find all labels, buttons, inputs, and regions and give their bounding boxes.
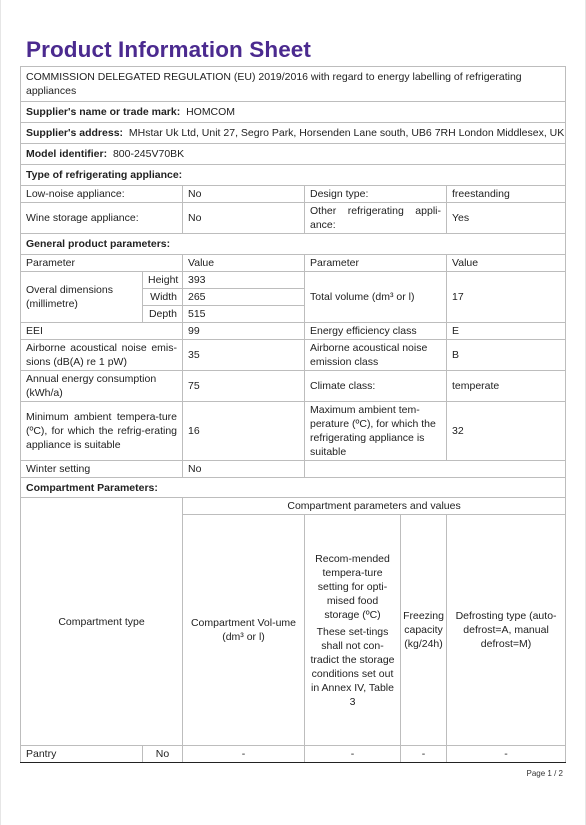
height-row (21, 272, 566, 289)
defrosting-type-header: Defrosting type (auto-defrost=A, manual defrost=M) (447, 515, 566, 746)
low-noise-label: Low-noise appliance: (21, 186, 183, 203)
depth-label: Depth (143, 306, 183, 323)
min-ambient-value: 16 (183, 402, 305, 461)
energy-class-label: Energy efficiency class (305, 323, 447, 340)
energy-class-value: E (447, 323, 566, 340)
design-type-value: freestanding (447, 186, 566, 203)
low-noise-value: No (183, 186, 305, 203)
design-type-label: Design type: (305, 186, 447, 203)
wine-storage-row (21, 203, 566, 234)
winter-empty-cell (305, 461, 566, 478)
pantry-volume: - (183, 746, 305, 763)
pantry-temp: - (305, 746, 401, 763)
supplier-name-label: Supplier's name or trade mark: (26, 106, 181, 118)
supplier-address-row (21, 123, 566, 144)
type-section-heading: Type of refrigerating appliance: (21, 165, 566, 186)
dimensions-label: Overal dimensions (millimetre) (21, 272, 143, 323)
height-value: 393 (183, 272, 305, 289)
pantry-freezing: - (401, 746, 447, 763)
wine-storage-label: Wine storage appliance: (21, 203, 183, 234)
supplier-address-label: Supplier's address: (26, 127, 124, 139)
freezing-capacity-header: Freezing capacity (kg/24h) (401, 515, 447, 746)
supplier-address-value: MHstar Uk Ltd, Unit 27, Segro Park, Horsenden Lane south, UB6 7RH London Middlesex, UK (128, 127, 565, 139)
model-value: 800-245V70BK (112, 148, 185, 160)
total-volume-label: Total volume (dm³ or l) (305, 272, 447, 323)
winter-setting-value: No (183, 461, 305, 478)
regulation-row (21, 67, 566, 102)
value-header: Value (183, 255, 305, 272)
low-noise-row (21, 186, 566, 203)
pantry-defrost: - (447, 746, 566, 763)
product-info-table (20, 66, 566, 763)
general-header-row (21, 255, 566, 272)
depth-value: 515 (183, 306, 305, 323)
noise-emissions-label: Airborne acoustical noise emis-sions (dB(A) re 1 pW) (21, 340, 183, 371)
compartment-section-heading: Compartment Parameters: (21, 478, 566, 498)
page-number: Page 1 / 2 (526, 769, 563, 778)
type-section-row (21, 165, 566, 186)
wine-storage-value: No (183, 203, 305, 234)
regulation-text: COMMISSION DELEGATED REGULATION (EU) 2019/2016 with regard to energy labelling of refrigerating appliances (21, 67, 566, 102)
general-section-row (21, 234, 566, 255)
param-header-2: Parameter (305, 255, 447, 272)
noise-class-label: Airborne acoustical noise emission class (305, 340, 447, 371)
noise-class-value: B (447, 340, 566, 371)
eei-row (21, 323, 566, 340)
model-row (21, 144, 566, 165)
noise-emissions-value: 35 (183, 340, 305, 371)
noise-row (21, 340, 566, 371)
eei-value: 99 (183, 323, 305, 340)
general-section-heading: General product parameters: (21, 234, 566, 255)
model-label: Model identifier: (26, 148, 108, 160)
total-volume-value: 17 (447, 272, 566, 323)
compartment-group-header: Compartment parameters and values (183, 498, 566, 515)
compartment-group-row (21, 498, 566, 515)
climate-class-value: temperate (447, 371, 566, 402)
max-ambient-label: Maximum ambient tem-perature (ºC), for which the refrigerating appliance is suitable (305, 402, 447, 461)
pantry-label: Pantry (21, 746, 143, 763)
climate-class-label: Climate class: (305, 371, 447, 402)
ambient-temp-row (21, 402, 566, 461)
height-label: Height (143, 272, 183, 289)
annual-energy-label: Annual energy consumption (kWh/a) (21, 371, 183, 402)
winter-row (21, 461, 566, 478)
param-header: Parameter (21, 255, 183, 272)
energy-row (21, 371, 566, 402)
supplier-name-value: HOMCOM (186, 106, 236, 118)
value-header-2: Value (447, 255, 566, 272)
supplier-name-row (21, 102, 566, 123)
temp-note-text: These set-tings shall not con-tradict the storage conditions set out in Annex IV, Table 3 (310, 625, 395, 708)
width-label: Width (143, 289, 183, 306)
recommended-temp-header (305, 515, 401, 746)
annual-energy-value: 75 (183, 371, 305, 402)
min-ambient-label: Minimum ambient tempera-ture (ºC), for which the refrig-erating appliance is suitable (21, 402, 183, 461)
compartment-section-row (21, 478, 566, 498)
pantry-present: No (143, 746, 183, 763)
eei-label: EEI (21, 323, 183, 340)
other-refrigerating-value: Yes (447, 203, 566, 234)
max-ambient-value: 32 (447, 402, 566, 461)
width-value: 265 (183, 289, 305, 306)
recommended-temp-text: Recom-mended tempera-ture setting for opti-mised food storage (ºC) (315, 552, 390, 621)
page-title: Product Information Sheet (26, 37, 312, 62)
other-refrigerating-label: Other refrigerating appli-ance: (305, 203, 447, 234)
compartment-type-header: Compartment type (21, 498, 183, 746)
pantry-row (21, 746, 566, 763)
compartment-volume-header: Compartment Vol-ume (dm³ or l) (183, 515, 305, 746)
winter-setting-label: Winter setting (21, 461, 183, 478)
